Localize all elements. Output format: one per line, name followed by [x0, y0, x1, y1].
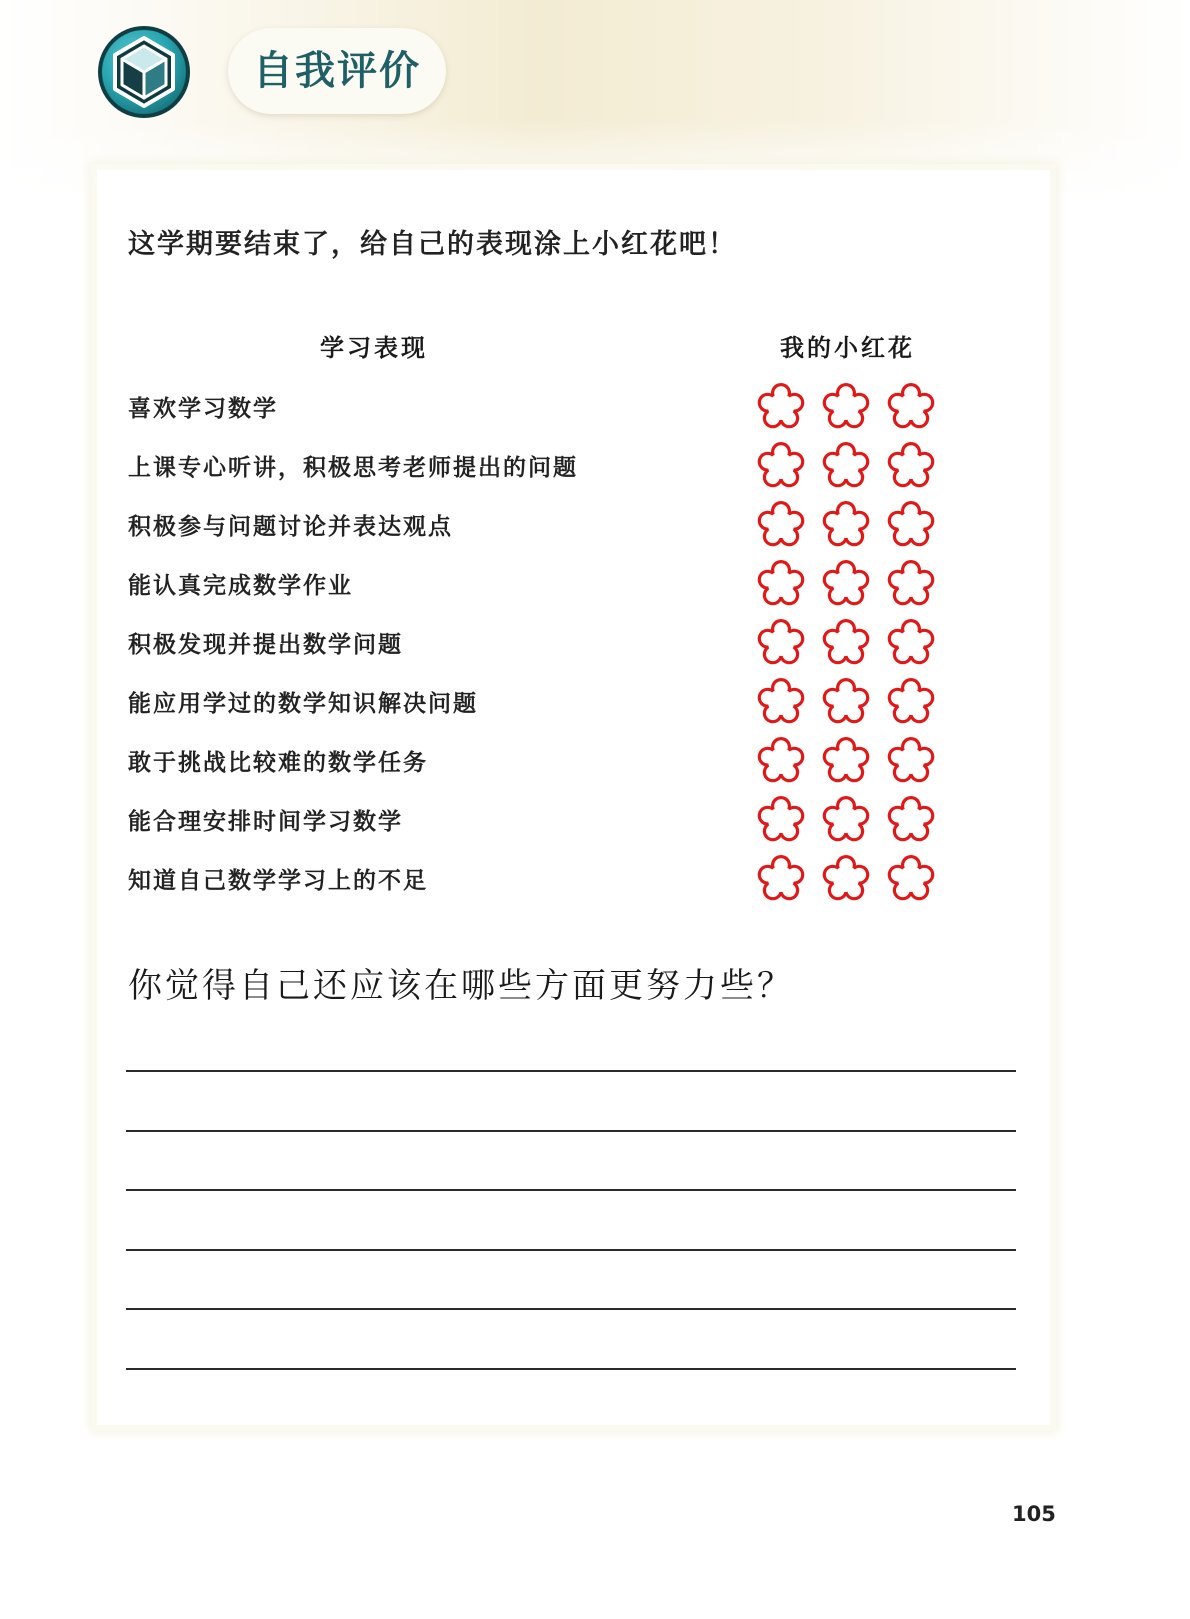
red-flower-icon[interactable] — [884, 852, 938, 906]
answer-line[interactable] — [126, 1130, 1016, 1132]
performance-item: 喜欢学习数学 — [128, 395, 278, 422]
red-flower-icon[interactable] — [884, 380, 938, 434]
flower-rating-row — [754, 675, 954, 727]
section-title: 自我评价 — [253, 48, 421, 94]
flower-rating-row — [754, 734, 954, 786]
page-number: 105 — [1012, 1502, 1056, 1526]
intro-text: 这学期要结束了，给自己的表现涂上小红花吧！ — [128, 229, 737, 260]
performance-item: 能应用学过的数学知识解决问题 — [128, 690, 478, 717]
red-flower-icon[interactable] — [819, 557, 873, 611]
red-flower-icon[interactable] — [819, 852, 873, 906]
red-flower-icon[interactable] — [819, 616, 873, 670]
red-flower-icon[interactable] — [884, 557, 938, 611]
performance-item: 知道自己数学学习上的不足 — [128, 867, 428, 894]
red-flower-icon[interactable] — [754, 793, 808, 847]
flower-rating-row — [754, 852, 954, 904]
red-flower-icon[interactable] — [884, 734, 938, 788]
column-header-performance: 学习表现 — [320, 333, 428, 362]
reflection-question: 你觉得自己还应该在哪些方面更努力些？ — [128, 966, 794, 1006]
column-header-flowers: 我的小红花 — [780, 333, 915, 362]
red-flower-icon[interactable] — [884, 616, 938, 670]
performance-item: 能认真完成数学作业 — [128, 572, 353, 599]
red-flower-icon[interactable] — [884, 675, 938, 729]
red-flower-icon[interactable] — [884, 439, 938, 493]
red-flower-icon[interactable] — [819, 380, 873, 434]
red-flower-icon[interactable] — [754, 498, 808, 552]
red-flower-icon[interactable] — [819, 439, 873, 493]
red-flower-icon[interactable] — [884, 498, 938, 552]
red-flower-icon[interactable] — [819, 734, 873, 788]
performance-item: 积极发现并提出数学问题 — [128, 631, 403, 658]
flower-rating-row — [754, 557, 954, 609]
section-title-pill — [228, 28, 446, 114]
red-flower-icon[interactable] — [754, 439, 808, 493]
performance-item: 积极参与问题讨论并表达观点 — [128, 513, 453, 540]
red-flower-icon[interactable] — [754, 616, 808, 670]
answer-line[interactable] — [126, 1368, 1016, 1370]
cube-icon — [96, 24, 192, 120]
flower-rating-row — [754, 793, 954, 845]
flower-rating-row — [754, 439, 954, 491]
performance-item: 上课专心听讲，积极思考老师提出的问题 — [128, 454, 578, 481]
flower-rating-row — [754, 616, 954, 668]
answer-line[interactable] — [126, 1070, 1016, 1072]
flower-rating-row — [754, 380, 954, 432]
answer-line[interactable] — [126, 1189, 1016, 1191]
answer-line[interactable] — [126, 1308, 1016, 1310]
red-flower-icon[interactable] — [819, 498, 873, 552]
red-flower-icon[interactable] — [754, 675, 808, 729]
red-flower-icon[interactable] — [884, 793, 938, 847]
performance-item: 能合理安排时间学习数学 — [128, 808, 403, 835]
red-flower-icon[interactable] — [754, 852, 808, 906]
red-flower-icon[interactable] — [754, 557, 808, 611]
performance-item: 敢于挑战比较难的数学任务 — [128, 749, 428, 776]
red-flower-icon[interactable] — [754, 380, 808, 434]
red-flower-icon[interactable] — [819, 675, 873, 729]
red-flower-icon[interactable] — [819, 793, 873, 847]
red-flower-icon[interactable] — [754, 734, 808, 788]
answer-line[interactable] — [126, 1249, 1016, 1251]
flower-rating-row — [754, 498, 954, 550]
